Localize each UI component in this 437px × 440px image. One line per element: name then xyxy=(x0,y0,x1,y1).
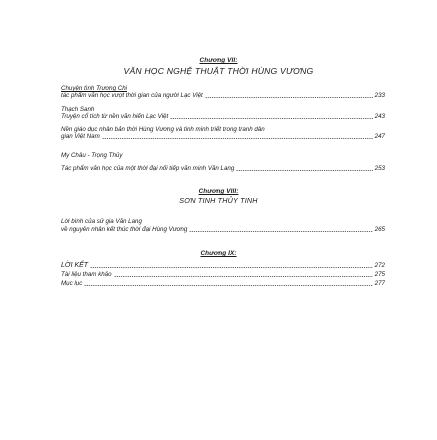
entry-7-label: Tài liệu tham khảo xyxy=(61,271,112,278)
leader-dots xyxy=(114,276,373,277)
leader-dots xyxy=(170,118,372,119)
entry-2-row xyxy=(61,113,385,121)
leader-dots xyxy=(102,138,373,139)
entry-4-subtitle: Tác phẩm văn học của một thời đại nối tiếp văn minh Văn Lang xyxy=(61,165,235,172)
entry-7-row xyxy=(61,271,385,279)
leader-dots xyxy=(205,97,373,98)
leader-dots xyxy=(189,231,372,232)
entry-2-page: 243 xyxy=(374,113,385,120)
entry-3-subtitle: gian Việt Nam xyxy=(61,133,100,140)
entry-7-page: 275 xyxy=(374,271,385,278)
entry-3-title: Nền giáo dục nhân bản thời Hùng Vương và tinh minh triết trong tranh dân xyxy=(61,126,265,133)
entry-1-row xyxy=(61,92,385,100)
chapter-7-heading: Chương VII: xyxy=(199,57,238,64)
chapter-8-heading: Chương VIII: xyxy=(198,188,239,195)
entry-8-label: Mục lục xyxy=(61,280,83,287)
entry-1-title: Chuyện tình Trương Chi xyxy=(61,85,128,92)
entry-3-page: 247 xyxy=(374,133,385,140)
entry-1-page: 233 xyxy=(374,92,385,99)
entry-4-title: My Châu - Trọng Thủy xyxy=(61,152,123,159)
leader-dots xyxy=(84,285,372,286)
chapter-8-title: SƠN TINH THỦY TINH xyxy=(179,196,258,205)
chapter-9-heading: Chương IX: xyxy=(200,250,237,257)
entry-2-subtitle: Truyện cổ tích từ nền văn hiến Lạc Việt xyxy=(61,113,169,120)
entry-5-page: 265 xyxy=(374,226,385,233)
entry-2-title: Thạch Sanh xyxy=(61,106,95,113)
entry-6-label: LỜI KẾT xyxy=(61,262,89,269)
entry-8-page: 277 xyxy=(374,280,385,287)
entry-3-row xyxy=(61,133,385,141)
entry-4-page: 253 xyxy=(374,165,385,172)
entry-1-subtitle: tác phẩm văn học vượt thời gian của người Lạc Việt xyxy=(61,92,203,99)
entry-6-page: 272 xyxy=(374,262,385,269)
chapter-7-title: VĂN HỌC NGHỆ THUẬT THỜI HÙNG VƯƠNG xyxy=(123,66,314,76)
entry-5-title: Lời bình của sử gia Văn Lang xyxy=(61,218,142,225)
leader-dots xyxy=(90,267,373,268)
entry-4-row xyxy=(61,165,385,173)
leader-dots xyxy=(236,170,372,171)
entry-5-subtitle: về nguyên nhân kết thúc thời đại Hùng Vương xyxy=(61,226,188,233)
entry-6-row xyxy=(61,262,385,270)
entry-5-row xyxy=(61,226,385,234)
entry-8-row xyxy=(61,280,385,288)
